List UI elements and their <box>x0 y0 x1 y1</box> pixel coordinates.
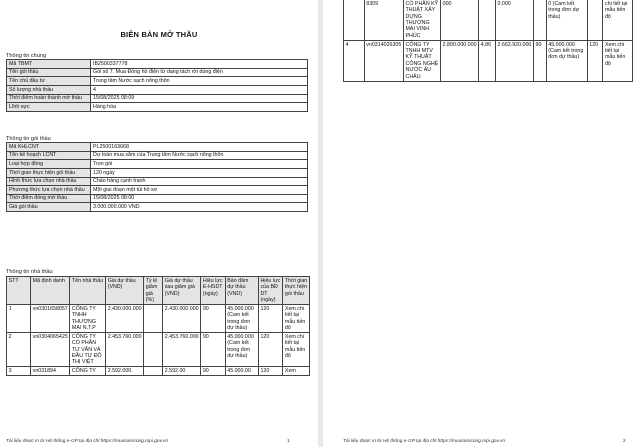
table-cell: 2.663.920.000 <box>495 40 533 81</box>
table-row <box>7 367 310 376</box>
table-cell: vn031894 <box>31 367 70 376</box>
table-cell: 000 <box>441 0 479 40</box>
table-cell <box>479 0 496 40</box>
info-value: Một giai đoạn một túi hồ sơ <box>91 186 308 195</box>
info-value: Dự toán mua sắm của Trung tâm Nước sạch nông thôn <box>91 151 308 160</box>
table-cell: 0.000 <box>495 0 533 40</box>
info-label: Thời điểm hoàn thành mở thầu <box>7 94 91 103</box>
column-header: Bảo đảm dự thầu (VND) <box>225 277 258 305</box>
table-cell: Xem chi tiết tại mẫu tiến độ <box>283 305 310 333</box>
column-header: Giá dự thầu sau giảm giá (VND) <box>163 277 201 305</box>
info-value: Hàng hóa <box>91 103 308 112</box>
info-row <box>7 203 308 212</box>
package-info-heading: Thông tin gói thầu <box>6 136 51 142</box>
table-cell: CÔNG TY TNHH THƯƠNG MẠI N.T.P <box>70 305 106 333</box>
footer-source-text: Tài liệu được in từ Hệ thống e-GP tại địa chỉ https://muasamcong.mpi.gov.vn <box>343 439 506 444</box>
info-row <box>7 194 308 203</box>
info-label: Thời điểm đóng mở thầu <box>7 194 91 203</box>
bidders-table-header <box>7 277 310 305</box>
table-cell: 2.453.760.000 <box>163 333 201 367</box>
table-row <box>344 0 633 40</box>
document-page-2 <box>323 0 640 447</box>
table-cell: 2.453.760.000 <box>106 333 144 367</box>
bidders-table <box>6 276 310 376</box>
bidders-table-continued <box>343 0 633 82</box>
table-cell: vn0304065425 <box>31 333 70 367</box>
table-cell <box>533 0 546 40</box>
info-row <box>7 186 308 195</box>
info-label: Thời gian thực hiện gói thầu <box>7 168 91 177</box>
table-cell: Xem chi tiết tại mẫu tiến độ <box>603 40 633 81</box>
info-label: Phương thức lựa chọn nhà thầu <box>7 186 91 195</box>
info-row <box>7 77 308 86</box>
table-row <box>7 305 310 333</box>
table-cell: 2.430.000.000 <box>163 305 201 333</box>
column-header: Hiệu lực của BĐ DT (ngày) <box>258 277 282 305</box>
info-row <box>7 168 308 177</box>
package-info-table <box>6 142 308 212</box>
info-label: Giá gói thầu <box>7 203 91 212</box>
table-cell: 2 <box>7 333 31 367</box>
table-cell: 8309 <box>364 0 403 40</box>
table-cell: 45.000.000 (Cam kết trong đơn dự thầu) <box>546 40 587 81</box>
footer-source-text: Tài liệu được in từ Hệ thống e-GP tại địa chỉ https://muasamcong.mpi.gov.vn <box>6 439 169 444</box>
page-number: 1 <box>287 439 290 444</box>
table-row <box>344 40 633 81</box>
table-cell: 120 <box>587 40 603 81</box>
document-page-1 <box>0 0 318 447</box>
general-info-heading: Thông tin chung <box>6 53 47 59</box>
table-cell: CÔNG TY <box>70 367 106 376</box>
info-value: Trung tâm Nước sạch nông thôn <box>91 77 308 86</box>
info-label: Tên kế hoạch LCNT <box>7 151 91 160</box>
table-cell: chi tiết tại mẫu tiến độ <box>603 0 633 40</box>
info-value: 120 ngày <box>91 168 308 177</box>
table-cell: 45.000.000 (Cam kết trong đơn dự thầu) <box>225 333 258 367</box>
table-cell: 45.000.000 (Cam kết trong đơn dự thầu) <box>225 305 258 333</box>
table-cell: 1 <box>7 305 31 333</box>
table-cell: 2.800.000.000 <box>441 40 479 81</box>
info-row <box>7 160 308 169</box>
info-value: 15/08/2025 08:00 <box>91 194 308 203</box>
table-cell: vn0314026305 <box>364 40 403 81</box>
table-cell: CỔ PHẦN KỸ THUẬT XÂY DỰNG THƯƠNG MẠI VINH PHÚC <box>403 0 440 40</box>
general-info-table <box>6 59 308 112</box>
table-cell: 4 <box>344 40 365 81</box>
info-row <box>7 103 308 112</box>
table-cell <box>144 305 163 333</box>
column-header: Tên nhà thầu <box>70 277 106 305</box>
table-cell: vn0301658057 <box>31 305 70 333</box>
info-label: Mã KHLCNT <box>7 143 91 152</box>
info-label: Tên chủ đầu tư <box>7 77 91 86</box>
info-row <box>7 94 308 103</box>
info-label: Tên gói thầu <box>7 68 91 77</box>
table-cell: 90 <box>201 333 225 367</box>
info-value: IB2500337778 <box>91 60 308 69</box>
column-header: STT <box>7 277 31 305</box>
table-cell: 3 <box>7 367 31 376</box>
table-cell: 90 <box>533 40 546 81</box>
info-value: Trọn gói <box>91 160 308 169</box>
column-header: Mã định danh <box>31 277 70 305</box>
table-row <box>7 333 310 367</box>
table-cell: 2.430.000.000 <box>106 305 144 333</box>
table-cell <box>344 0 365 40</box>
table-cell: 2.592.00 <box>163 367 201 376</box>
info-row <box>7 177 308 186</box>
column-header: Giá dự thầu (VND) <box>106 277 144 305</box>
table-cell: Xem <box>283 367 310 376</box>
info-row <box>7 143 308 152</box>
info-row <box>7 60 308 69</box>
column-header: Thời gian thực hiện gói thầu <box>283 277 310 305</box>
table-cell <box>144 367 163 376</box>
info-value: 3.000.000.000 VND <box>91 203 308 212</box>
table-cell: 120 <box>258 333 282 367</box>
info-row <box>7 68 308 77</box>
table-cell: 0 (Cam kết trong đơn dự thầu) <box>546 0 587 40</box>
info-value: 15/08/2025 08:09 <box>91 94 308 103</box>
info-label: Số lượng nhà thầu <box>7 85 91 94</box>
table-cell: 45.000.00 <box>225 367 258 376</box>
table-cell: 90 <box>201 367 225 376</box>
info-label: Hình thức lựa chọn nhà thầu <box>7 177 91 186</box>
table-cell: 90 <box>201 305 225 333</box>
info-label: Mã TBMT <box>7 60 91 69</box>
table-cell <box>587 0 603 40</box>
document-title: BIÊN BẢN MỞ THẦU <box>120 30 198 39</box>
info-value: Chào hàng cạnh tranh <box>91 177 308 186</box>
info-label: Lĩnh vực <box>7 103 91 112</box>
table-cell: 2.592.000. <box>106 367 144 376</box>
table-cell: 120 <box>258 367 282 376</box>
table-cell: CÔNG TY TNHH MTV KỸ THUẬT CÔNG NGHỆ NƯỚC ÂU CHÂU <box>403 40 440 81</box>
page-number: 2 <box>623 439 626 444</box>
info-value: 4 <box>91 85 308 94</box>
info-value: PL2500163668 <box>91 143 308 152</box>
info-row <box>7 151 308 160</box>
table-cell: Xem chi tiết tại mẫu tiến độ <box>283 333 310 367</box>
table-cell: 4,86 <box>479 40 496 81</box>
info-value: Gói số 7. Mua Đồng hồ điện từ dạng tách rời dùng điện <box>91 68 308 77</box>
table-cell <box>144 333 163 367</box>
column-header: Hiệu lực E-HSDT (ngày) <box>201 277 225 305</box>
table-cell: CÔNG TY CỔ PHẦN TƯ VẤN VÀ ĐẦU TƯ ĐÔ THỊ VIỆT <box>70 333 106 367</box>
column-header: Tỷ lệ giảm giá (%) <box>144 277 163 305</box>
bidders-info-heading: Thông tin nhà thầu <box>6 269 53 275</box>
info-label: Loại hợp đồng <box>7 160 91 169</box>
table-cell: 120 <box>258 305 282 333</box>
info-row <box>7 85 308 94</box>
